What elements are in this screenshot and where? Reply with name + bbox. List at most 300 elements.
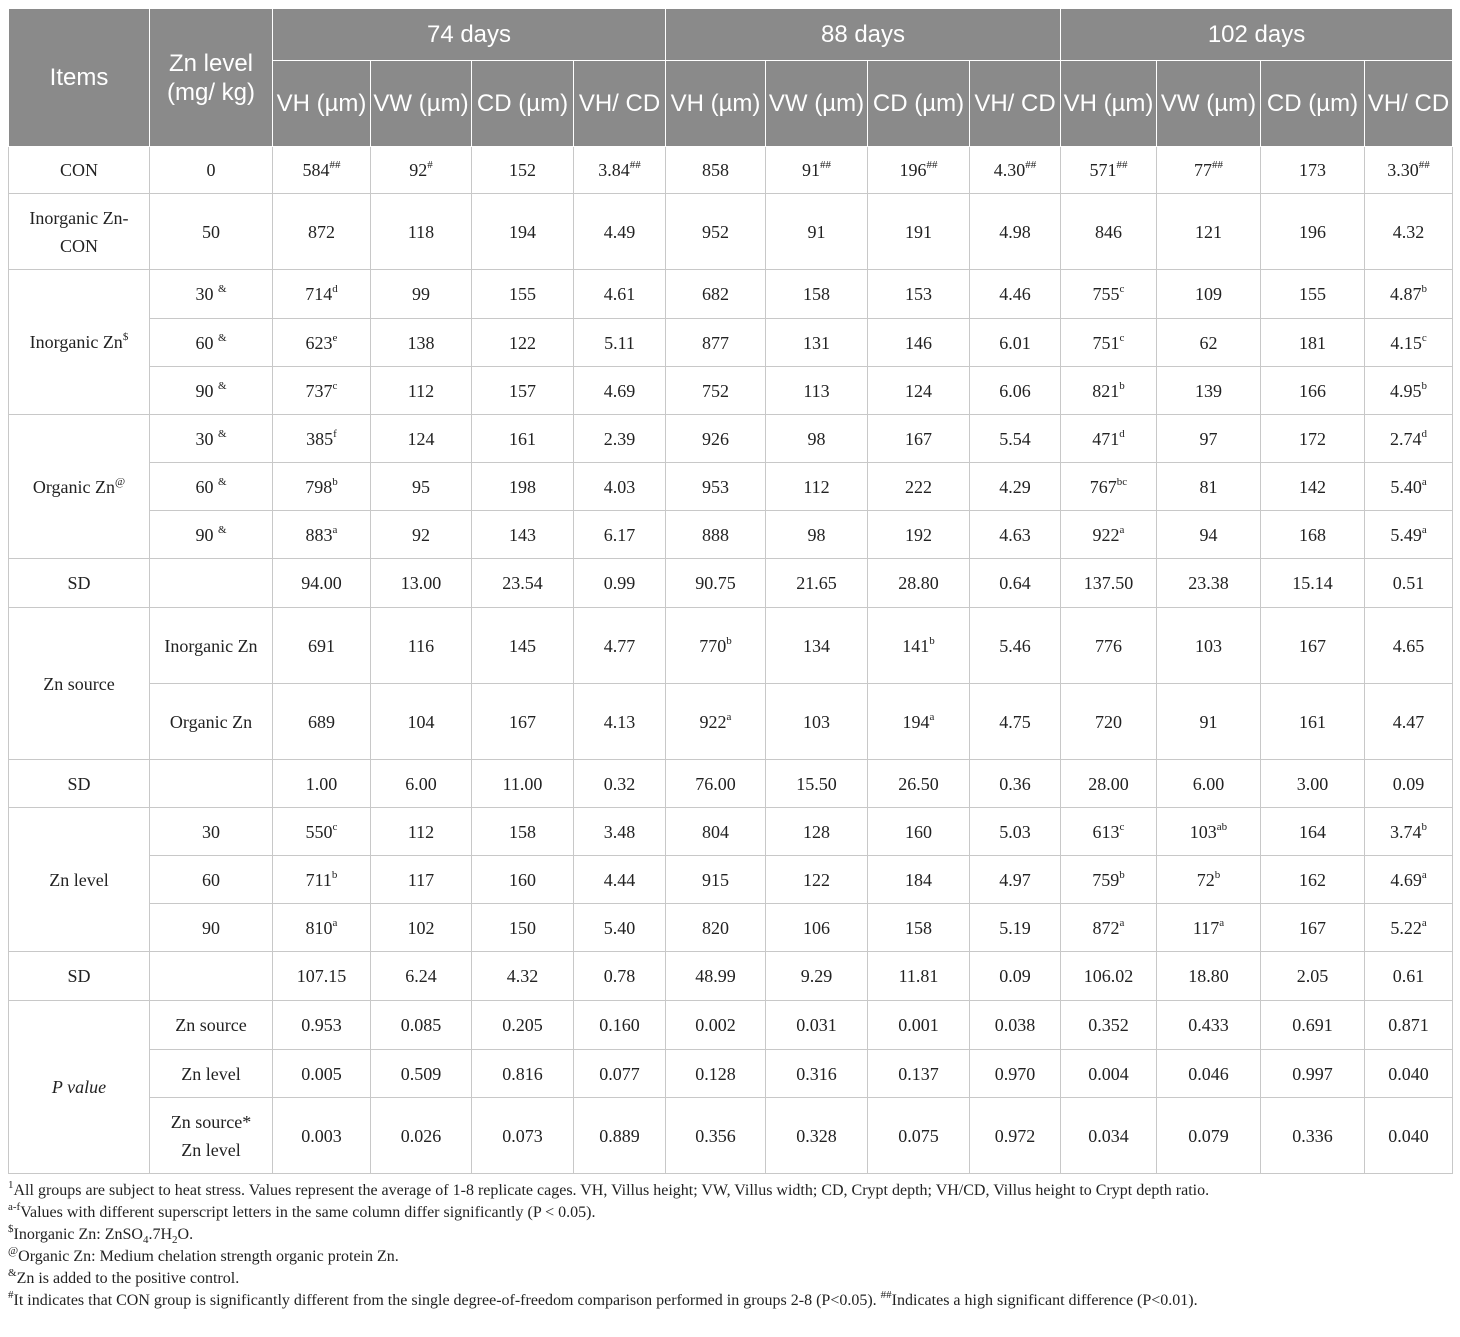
cell-value: 4.61 bbox=[603, 284, 636, 304]
group-label-text: SD bbox=[67, 573, 91, 593]
value-cell bbox=[766, 608, 868, 684]
value-cell bbox=[273, 415, 371, 463]
cell-value: 0.003 bbox=[301, 1125, 342, 1146]
cell-superscript: a bbox=[332, 523, 338, 536]
value-cell bbox=[1157, 147, 1261, 194]
value-cell bbox=[868, 1050, 970, 1098]
cell-value: 571 bbox=[1089, 160, 1117, 180]
cell-value: 172 bbox=[1299, 428, 1326, 449]
cell-superscript: c bbox=[332, 820, 338, 833]
group-label-text: Inorganic Zn bbox=[29, 332, 123, 352]
cell-value: 737 bbox=[305, 380, 333, 401]
zn-level-cell bbox=[150, 1098, 273, 1174]
header-col-ratio: VH/ CD bbox=[970, 61, 1061, 147]
cell-superscript: ## bbox=[1212, 159, 1223, 171]
cell-value: 0.509 bbox=[400, 1063, 442, 1084]
table-row bbox=[9, 147, 1453, 194]
cell-value: 97 bbox=[1199, 428, 1218, 449]
cell-value: 158 bbox=[509, 821, 536, 842]
value-cell bbox=[1261, 808, 1365, 856]
cell-value: 0.433 bbox=[1188, 1015, 1229, 1035]
cell-value: 0.889 bbox=[599, 1125, 640, 1146]
value-cell bbox=[1157, 511, 1261, 559]
value-cell bbox=[1157, 952, 1261, 1001]
cell-value: 161 bbox=[1299, 711, 1326, 732]
cell-value: 11.81 bbox=[898, 966, 939, 986]
value-cell bbox=[371, 952, 472, 1001]
cell-value: 91 bbox=[1199, 711, 1218, 732]
cell-value: 0.205 bbox=[502, 1015, 543, 1035]
value-cell bbox=[766, 1050, 868, 1098]
value-cell bbox=[574, 147, 666, 194]
cell-value: 112 bbox=[407, 821, 435, 842]
cell-value: 883 bbox=[305, 524, 333, 545]
zn-level-cell bbox=[150, 952, 273, 1001]
cell-value: 107.15 bbox=[296, 966, 347, 986]
cell-value: 4.77 bbox=[603, 635, 636, 656]
value-cell bbox=[868, 367, 970, 415]
cell-value: 0.09 bbox=[1392, 773, 1425, 794]
value-cell bbox=[868, 319, 970, 367]
cell-value: 682 bbox=[702, 284, 729, 304]
value-cell bbox=[666, 270, 766, 319]
value-cell bbox=[970, 319, 1061, 367]
value-cell bbox=[970, 1098, 1061, 1174]
value-cell bbox=[273, 559, 371, 608]
value-cell bbox=[766, 147, 868, 194]
cell-value: 4.15 bbox=[1390, 332, 1422, 353]
value-cell bbox=[868, 270, 970, 319]
cell-value: 138 bbox=[407, 332, 435, 353]
cell-value: 222 bbox=[905, 476, 932, 497]
value-cell bbox=[970, 1001, 1061, 1050]
footnote-mark: ## bbox=[880, 1288, 892, 1301]
value-cell bbox=[1365, 194, 1453, 270]
cell-superscript: c bbox=[1119, 331, 1125, 344]
value-cell bbox=[273, 270, 371, 319]
cell-value: 0.953 bbox=[301, 1015, 342, 1035]
value-cell bbox=[666, 904, 766, 952]
value-cell bbox=[766, 904, 868, 952]
cell-value: 821 bbox=[1092, 380, 1120, 401]
cell-superscript: b bbox=[929, 634, 935, 647]
value-cell bbox=[273, 808, 371, 856]
value-cell bbox=[1061, 1098, 1157, 1174]
header-col-cd: CD (µm) bbox=[868, 61, 970, 147]
footnote-mark: @ bbox=[8, 1244, 19, 1257]
value-cell bbox=[1261, 608, 1365, 684]
footnote-text: O. bbox=[177, 1226, 194, 1243]
cell-value: 0.160 bbox=[599, 1015, 640, 1035]
table-header bbox=[9, 9, 1453, 147]
table-row bbox=[9, 511, 1453, 559]
zn-level-cell bbox=[150, 511, 273, 559]
cell-value: 770 bbox=[699, 635, 727, 656]
cell-superscript: b bbox=[1421, 820, 1428, 833]
value-cell bbox=[273, 760, 371, 808]
value-cell bbox=[666, 1050, 766, 1098]
header-period-102: 102 days bbox=[1061, 9, 1453, 61]
cell-value: 4.03 bbox=[603, 476, 636, 497]
cell-value: 0.871 bbox=[1388, 1015, 1429, 1035]
value-cell bbox=[868, 808, 970, 856]
footnote bbox=[8, 1224, 1452, 1246]
table-row bbox=[9, 367, 1453, 415]
cell-value: 137.50 bbox=[1083, 573, 1134, 593]
cell-value: 158 bbox=[803, 284, 830, 304]
cell-value: 116 bbox=[407, 635, 435, 656]
cell-superscript: a bbox=[726, 710, 732, 723]
cell-value: 150 bbox=[509, 917, 536, 938]
cell-value: 106.02 bbox=[1083, 966, 1134, 986]
cell-value: 106 bbox=[803, 917, 830, 938]
zn-level-text: Zn source bbox=[175, 1015, 247, 1035]
value-cell bbox=[1157, 1098, 1261, 1174]
cell-value: 584 bbox=[302, 160, 330, 180]
value-cell bbox=[574, 1050, 666, 1098]
value-cell bbox=[1365, 463, 1453, 511]
value-cell bbox=[970, 511, 1061, 559]
value-cell bbox=[1365, 367, 1453, 415]
value-cell bbox=[1261, 1050, 1365, 1098]
value-cell bbox=[766, 559, 868, 608]
cell-value: 6.00 bbox=[405, 773, 437, 794]
cell-value: 18.80 bbox=[1188, 966, 1229, 986]
cell-value: 776 bbox=[1095, 635, 1122, 656]
value-cell bbox=[666, 319, 766, 367]
value-cell bbox=[371, 760, 472, 808]
value-cell bbox=[1261, 559, 1365, 608]
value-cell bbox=[1061, 608, 1157, 684]
value-cell bbox=[1365, 319, 1453, 367]
value-cell bbox=[273, 904, 371, 952]
cell-value: 810 bbox=[305, 917, 333, 938]
value-cell bbox=[371, 270, 472, 319]
cell-value: 2.74 bbox=[1390, 428, 1422, 449]
group-label-text: Organic Zn bbox=[32, 476, 115, 497]
cell-value: 109 bbox=[1195, 284, 1222, 304]
value-cell bbox=[666, 684, 766, 760]
value-cell bbox=[666, 856, 766, 904]
value-cell bbox=[766, 684, 868, 760]
value-cell bbox=[766, 808, 868, 856]
cell-value: 926 bbox=[702, 428, 729, 449]
row-group-label bbox=[9, 415, 150, 559]
value-cell bbox=[868, 684, 970, 760]
value-cell bbox=[472, 952, 574, 1001]
cell-value: 131 bbox=[803, 332, 830, 353]
value-cell bbox=[766, 319, 868, 367]
cell-value: 0.997 bbox=[1292, 1063, 1333, 1084]
value-cell bbox=[1365, 952, 1453, 1001]
cell-value: 21.65 bbox=[796, 573, 837, 593]
zn-level-text: 60 bbox=[195, 332, 214, 353]
header-col-vh: VH (µm) bbox=[1061, 61, 1157, 147]
value-cell bbox=[273, 684, 371, 760]
value-cell bbox=[1365, 1001, 1453, 1050]
cell-value: 0.328 bbox=[796, 1125, 837, 1146]
cell-value: 15.14 bbox=[1292, 573, 1333, 593]
footnote bbox=[8, 1268, 1452, 1290]
value-cell bbox=[1261, 270, 1365, 319]
table-row bbox=[9, 559, 1453, 608]
footnote-text: Zn is added to the positive control. bbox=[16, 1270, 240, 1287]
table-row bbox=[9, 608, 1453, 684]
cell-value: 888 bbox=[702, 524, 729, 545]
cell-value: 103 bbox=[803, 711, 830, 732]
cell-value: 720 bbox=[1095, 711, 1122, 732]
cell-superscript: c bbox=[1421, 331, 1427, 344]
value-cell bbox=[868, 147, 970, 194]
table-row bbox=[9, 1050, 1453, 1098]
row-group-label bbox=[9, 808, 150, 952]
zn-level-text: Zn source* Zn level bbox=[170, 1111, 252, 1160]
cell-value: 92 bbox=[409, 160, 428, 180]
cell-value: 153 bbox=[905, 284, 932, 304]
row-group-label bbox=[9, 559, 150, 608]
value-cell bbox=[970, 856, 1061, 904]
value-cell bbox=[970, 559, 1061, 608]
cell-value: 23.54 bbox=[502, 573, 543, 593]
cell-value: 4.46 bbox=[999, 284, 1031, 304]
value-cell bbox=[1157, 559, 1261, 608]
value-cell bbox=[472, 1098, 574, 1174]
cell-superscript: a bbox=[332, 916, 338, 929]
cell-superscript: e bbox=[332, 331, 338, 344]
header-col-ratio: VH/ CD bbox=[1365, 61, 1453, 147]
cell-value: 23.38 bbox=[1188, 573, 1229, 593]
cell-value: 0.002 bbox=[695, 1015, 736, 1035]
value-cell bbox=[273, 1098, 371, 1174]
value-cell bbox=[766, 511, 868, 559]
value-cell bbox=[1365, 760, 1453, 808]
value-cell bbox=[1157, 367, 1261, 415]
table-row bbox=[9, 463, 1453, 511]
cell-value: 0.99 bbox=[603, 573, 636, 593]
value-cell bbox=[371, 684, 472, 760]
group-label-text: CON bbox=[59, 160, 98, 180]
cell-value: 98 bbox=[807, 428, 826, 449]
cell-value: 9.29 bbox=[800, 966, 833, 986]
footnote bbox=[8, 1180, 1452, 1202]
cell-value: 103 bbox=[1195, 635, 1222, 656]
cell-value: 91 bbox=[807, 221, 826, 242]
value-cell bbox=[1157, 808, 1261, 856]
value-cell bbox=[666, 559, 766, 608]
value-cell bbox=[1157, 463, 1261, 511]
value-cell bbox=[1061, 463, 1157, 511]
zn-level-superscript: & bbox=[217, 427, 227, 440]
header-period-88: 88 days bbox=[666, 9, 1061, 61]
value-cell bbox=[868, 194, 970, 270]
cell-superscript: b bbox=[332, 475, 338, 488]
cell-value: 6.24 bbox=[405, 966, 437, 986]
value-cell bbox=[273, 1001, 371, 1050]
cell-value: 134 bbox=[803, 635, 830, 656]
cell-value: 98 bbox=[807, 524, 826, 545]
cell-value: 94.00 bbox=[301, 573, 342, 593]
cell-value: 81 bbox=[1199, 476, 1218, 497]
value-cell bbox=[472, 856, 574, 904]
row-group-label bbox=[9, 608, 150, 760]
cell-value: 28.80 bbox=[898, 573, 939, 593]
footnote-mark: 1 bbox=[8, 1178, 14, 1191]
value-cell bbox=[1261, 415, 1365, 463]
value-cell bbox=[1261, 684, 1365, 760]
cell-value: 5.40 bbox=[603, 917, 636, 938]
value-cell bbox=[371, 463, 472, 511]
footnote bbox=[8, 1246, 1452, 1268]
value-cell bbox=[868, 608, 970, 684]
value-cell bbox=[666, 1001, 766, 1050]
cell-value: 0.51 bbox=[1392, 573, 1425, 593]
cell-value: 820 bbox=[702, 917, 729, 938]
cell-value: 92 bbox=[412, 524, 430, 545]
cell-value: 0.36 bbox=[999, 773, 1031, 794]
value-cell bbox=[868, 559, 970, 608]
cell-value: 91 bbox=[802, 160, 820, 180]
cell-superscript: ## bbox=[629, 159, 641, 171]
value-cell bbox=[472, 1001, 574, 1050]
value-cell bbox=[574, 1098, 666, 1174]
value-cell bbox=[371, 559, 472, 608]
cell-value: 3.30 bbox=[1387, 160, 1419, 180]
zn-level-text: 30 bbox=[202, 821, 220, 842]
cell-value: 166 bbox=[1299, 380, 1326, 401]
group-label-superscript: @ bbox=[115, 475, 126, 488]
cell-value: 752 bbox=[702, 380, 729, 401]
cell-value: 194 bbox=[902, 711, 930, 732]
cell-value: 0.040 bbox=[1388, 1063, 1429, 1084]
group-label-text: Zn level bbox=[49, 869, 109, 890]
value-cell bbox=[1157, 270, 1261, 319]
value-cell bbox=[1365, 608, 1453, 684]
value-cell bbox=[766, 194, 868, 270]
value-cell bbox=[273, 367, 371, 415]
cell-superscript: a bbox=[1119, 916, 1125, 929]
cell-value: 759 bbox=[1092, 869, 1120, 890]
value-cell bbox=[666, 463, 766, 511]
value-cell bbox=[868, 856, 970, 904]
value-cell bbox=[1365, 904, 1453, 952]
value-cell bbox=[970, 760, 1061, 808]
cell-value: 0.128 bbox=[695, 1063, 736, 1084]
cell-value: 103 bbox=[1189, 821, 1217, 842]
table-row bbox=[9, 415, 1453, 463]
table-row bbox=[9, 904, 1453, 952]
cell-superscript: ## bbox=[329, 159, 341, 171]
value-cell bbox=[472, 367, 574, 415]
value-cell bbox=[371, 1050, 472, 1098]
cell-value: 0.034 bbox=[1088, 1125, 1129, 1146]
cell-value: 6.01 bbox=[999, 332, 1031, 353]
cell-value: 124 bbox=[407, 428, 435, 449]
cell-superscript: d bbox=[1119, 427, 1125, 440]
value-cell bbox=[273, 608, 371, 684]
value-cell bbox=[1261, 1001, 1365, 1050]
cell-value: 804 bbox=[702, 821, 729, 842]
zn-level-text: 50 bbox=[202, 221, 220, 242]
zn-level-superscript: & bbox=[217, 379, 227, 392]
cell-value: 0.352 bbox=[1088, 1015, 1129, 1035]
cell-value: 877 bbox=[702, 332, 729, 353]
cell-value: 164 bbox=[1299, 821, 1326, 842]
zn-level-cell bbox=[150, 270, 273, 319]
cell-value: 4.87 bbox=[1390, 284, 1422, 304]
value-cell bbox=[666, 511, 766, 559]
cell-superscript: ## bbox=[1025, 159, 1037, 171]
value-cell bbox=[574, 684, 666, 760]
value-cell bbox=[371, 147, 472, 194]
footnote bbox=[8, 1202, 1452, 1224]
value-cell bbox=[472, 608, 574, 684]
cell-value: 76.00 bbox=[695, 773, 736, 794]
group-label-superscript: $ bbox=[122, 331, 129, 343]
value-cell bbox=[766, 415, 868, 463]
cell-value: 872 bbox=[308, 221, 335, 242]
cell-value: 0.316 bbox=[796, 1063, 837, 1084]
cell-value: 117 bbox=[1192, 917, 1220, 938]
value-cell bbox=[1157, 1050, 1261, 1098]
value-cell bbox=[574, 808, 666, 856]
cell-value: 711 bbox=[305, 869, 332, 890]
cell-value: 714 bbox=[305, 284, 333, 304]
value-cell bbox=[1157, 319, 1261, 367]
group-label-text: Zn source bbox=[43, 673, 115, 694]
cell-value: 4.65 bbox=[1392, 635, 1425, 656]
cell-superscript: ## bbox=[1116, 159, 1128, 171]
group-label-text: SD bbox=[67, 966, 91, 986]
value-cell bbox=[472, 760, 574, 808]
zn-level-text: Inorganic Zn bbox=[164, 635, 258, 656]
cell-superscript: d bbox=[332, 283, 338, 295]
cell-value: 184 bbox=[905, 869, 932, 890]
row-group-label bbox=[9, 1001, 150, 1174]
value-cell bbox=[371, 808, 472, 856]
cell-value: 623 bbox=[305, 332, 333, 353]
table-row bbox=[9, 808, 1453, 856]
value-cell bbox=[1261, 194, 1365, 270]
value-cell bbox=[1365, 511, 1453, 559]
value-cell bbox=[472, 270, 574, 319]
cell-value: 181 bbox=[1299, 332, 1326, 353]
value-cell bbox=[766, 952, 868, 1001]
cell-value: 0.040 bbox=[1388, 1125, 1429, 1146]
cell-superscript: ## bbox=[926, 159, 938, 171]
header-col-cd: CD (µm) bbox=[1261, 61, 1365, 147]
value-cell bbox=[1261, 511, 1365, 559]
cell-value: 613 bbox=[1092, 821, 1120, 842]
value-cell bbox=[868, 415, 970, 463]
value-cell bbox=[574, 760, 666, 808]
value-cell bbox=[1061, 760, 1157, 808]
zn-level-superscript: & bbox=[217, 331, 227, 344]
table-row bbox=[9, 760, 1453, 808]
value-cell bbox=[1061, 511, 1157, 559]
value-cell bbox=[273, 319, 371, 367]
cell-value: 48.99 bbox=[695, 966, 736, 986]
cell-value: 167 bbox=[509, 711, 536, 732]
cell-superscript: c bbox=[332, 379, 338, 392]
table-row bbox=[9, 270, 1453, 319]
header-zn-level: Zn level (mg/ kg) bbox=[150, 9, 273, 147]
cell-value: 798 bbox=[305, 476, 333, 497]
cell-value: 4.75 bbox=[999, 711, 1031, 732]
cell-value: 953 bbox=[702, 476, 729, 497]
cell-value: 121 bbox=[1195, 221, 1222, 242]
value-cell bbox=[868, 1098, 970, 1174]
value-cell bbox=[371, 904, 472, 952]
